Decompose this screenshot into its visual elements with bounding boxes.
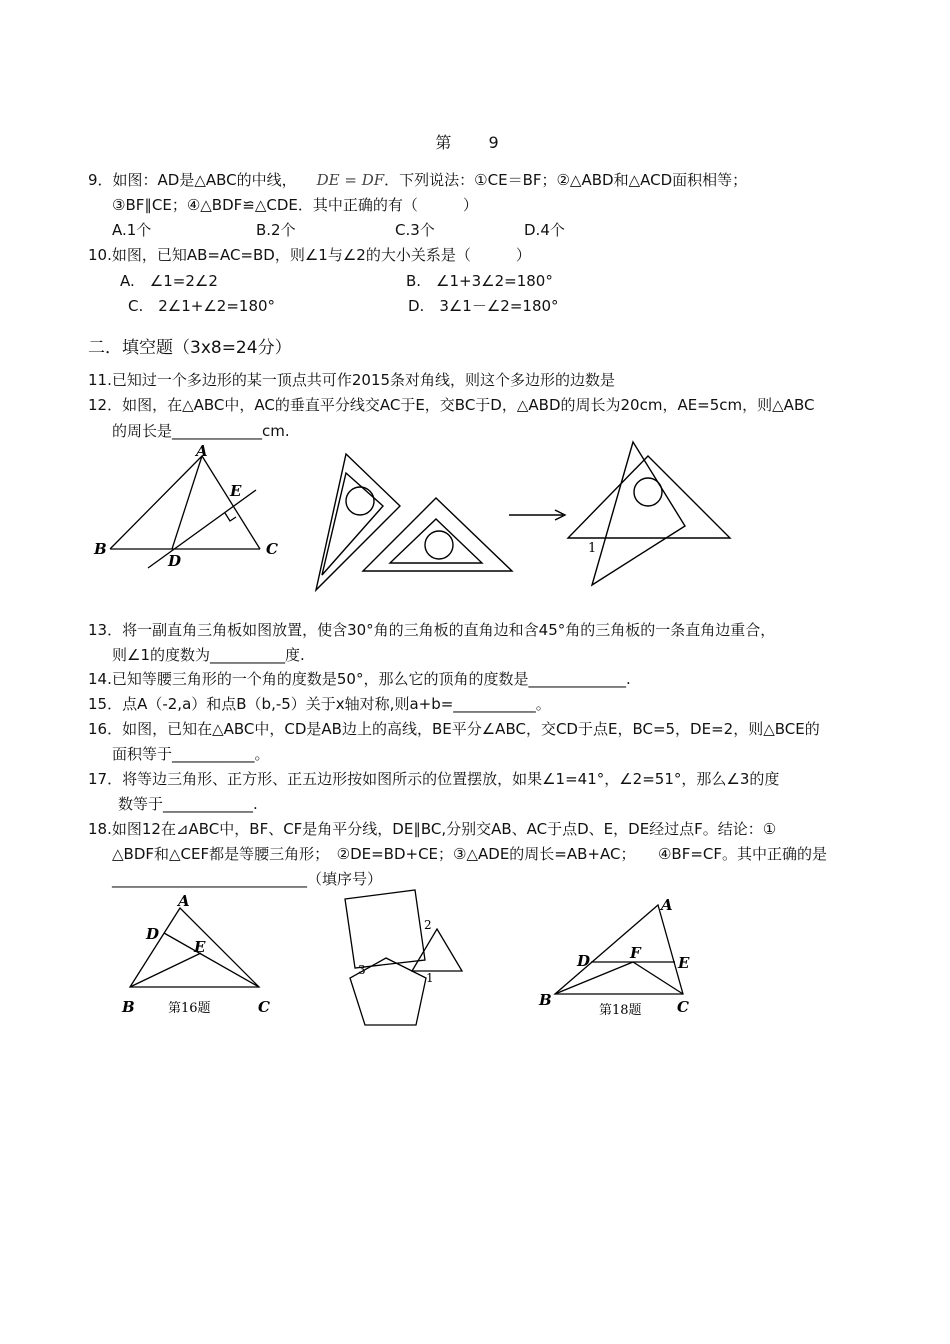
- fig18-label-a: A: [661, 896, 673, 914]
- q9-option-a: A.1个: [112, 221, 152, 239]
- q10-option-a: A. ∠1=2∠2: [120, 272, 218, 290]
- fig18-label-c: C: [677, 998, 689, 1016]
- q9-stem-a: 9．如图：AD是△ABC的中线，: [88, 171, 297, 189]
- fig18-label-e: E: [678, 954, 690, 972]
- q10-option-c: C. 2∠1+∠2=180°: [128, 297, 276, 315]
- q11: 11.已知过一个多边形的某一顶点共可作2015条对角线，则这个多边形的边数是: [88, 371, 616, 389]
- q9-option-c: C.3个: [395, 221, 435, 239]
- q9-option-b: B.2个: [256, 221, 296, 239]
- fig16-label-b: B: [122, 998, 135, 1016]
- q13-line1: 13．将一副直角三角板如图放置，使含30°角的三角板的直角边和含45°角的三角板的一条直角边重合，: [88, 621, 776, 639]
- fig16-caption: 第16题: [168, 1001, 211, 1016]
- q14: 14.已知等腰三角形的一个角的度数是50°，那么它的顶角的度数是_____________.: [88, 670, 631, 688]
- fig18-label-b: B: [539, 991, 552, 1009]
- q12-line1: 12．如图，在△ABC中，AC的垂直平分线交AC于E，交BC于D，△ABD的周长为20cm，AE=5cm，则△ABC: [88, 396, 815, 414]
- fig16-label-a: A: [178, 892, 190, 910]
- q12-figure: [90, 440, 290, 575]
- fig16-label-d: D: [146, 925, 160, 943]
- q13-line2: 则∠1的度数为__________度.: [112, 646, 305, 664]
- q16-figure: [110, 890, 290, 1020]
- fig12-label-e: E: [230, 482, 242, 500]
- q18-figure: [535, 890, 725, 1020]
- fig18-label-d: D: [577, 952, 591, 970]
- page-header: 第 9: [435, 133, 515, 152]
- q10-stem: 10.如图，已知AB=AC=BD，则∠1与∠2的大小关系是（ ）: [88, 246, 531, 264]
- fig17-angle-2: 2: [424, 918, 432, 932]
- q9-line2: ③BF∥CE；④△BDF≌△CDE．其中正确的有（ ）: [112, 196, 478, 214]
- q17-line1: 17．将等边三角形、正方形、正五边形按如图所示的位置摆放，如果∠1=41°，∠2=51°，那么∠3的度: [88, 770, 780, 788]
- q18-line2: △BDF和△CEF都是等腰三角形； ②DE=BD+CE；③△ADE的周长=AB+AC； ④BF=CF。其中正确的是: [112, 845, 827, 863]
- q9-stem-b: ．下列说法：①CE＝BF；②△ABD和△ACD面积相等；: [384, 171, 748, 189]
- q12-line2: 的周长是____________cm.: [112, 422, 290, 440]
- section-title: 二．填空题（3x8=24分）: [88, 338, 292, 358]
- q17-figure: [340, 885, 470, 1030]
- fig16-label-c: C: [258, 998, 270, 1016]
- q16-line1: 16．如图，已知在△ABC中，CD是AB边上的高线，BE平分∠ABC，交CD于点E，BC=5，DE=2，则△BCE的: [88, 720, 820, 738]
- fig13-angle-1: 1: [588, 541, 597, 556]
- q9-stem: [88, 170, 747, 190]
- q10-option-b: B. ∠1+3∠2=180°: [406, 272, 553, 290]
- q18-line3: __________________________（填序号）: [112, 870, 383, 888]
- q16-line2: 面积等于___________。: [112, 745, 270, 763]
- fig16-label-e: E: [194, 938, 206, 956]
- fig12-label-d: D: [168, 552, 182, 570]
- fig17-angle-1: 1: [426, 971, 434, 985]
- fig17-angle-3: 3: [358, 963, 366, 977]
- q9-option-d: D.4个: [524, 221, 565, 239]
- fig12-label-a: A: [196, 442, 208, 460]
- fig12-label-b: B: [94, 540, 107, 558]
- fig18-label-f: F: [630, 944, 641, 962]
- q15: 15．点A（-2,a）和点B（b,-5）关于x轴对称,则a+b=___________。: [88, 695, 551, 713]
- fig18-caption: 第18题: [599, 1003, 642, 1018]
- q17-line2: 数等于____________.: [118, 795, 258, 813]
- fig12-label-c: C: [266, 540, 278, 558]
- q13-figure: [300, 440, 740, 600]
- q9-formula: DE = DF: [316, 171, 385, 189]
- q10-option-d: D. 3∠1－∠2=180°: [408, 297, 559, 315]
- q18-line1: 18.如图12在⊿ABC中，BF、CF是角平分线，DE∥BC,分别交AB、AC于点D、E，DE经过点F。结论：①: [88, 820, 777, 838]
